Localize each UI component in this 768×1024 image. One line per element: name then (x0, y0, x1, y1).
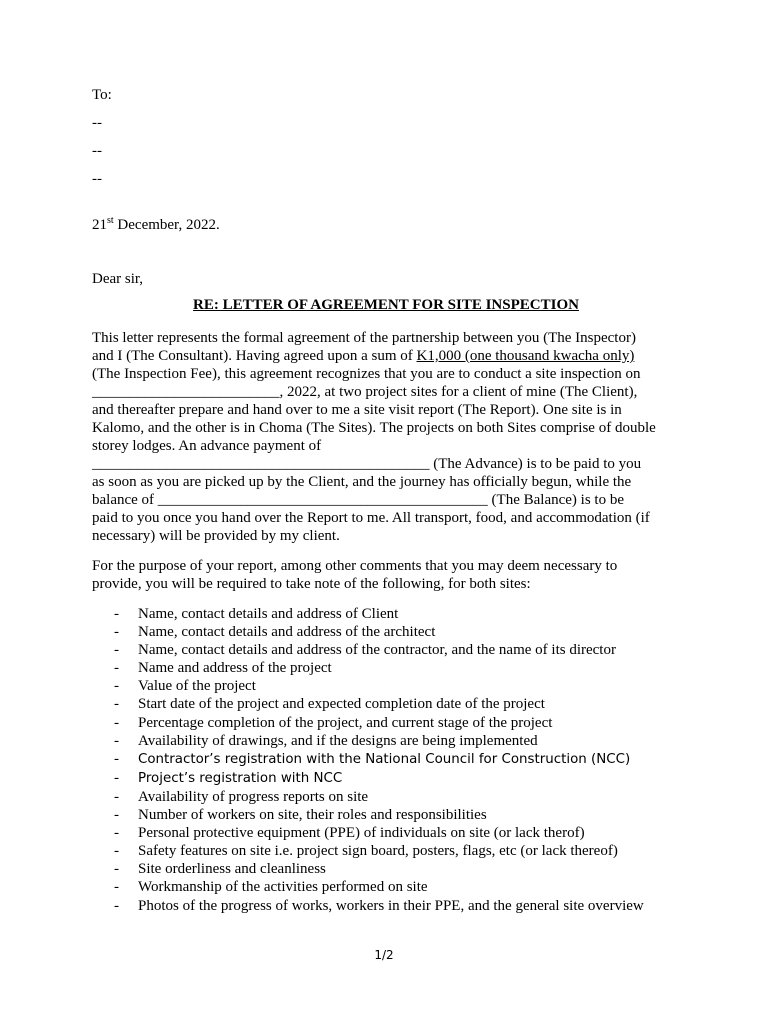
list-item-text: Project’s registration with NCC (138, 770, 343, 786)
date-day: 21 (92, 217, 107, 233)
list-item (114, 860, 680, 878)
bullet-dash: - (114, 678, 119, 695)
bullet-dash: - (114, 843, 119, 860)
list-item-text: Number of workers on site, their roles and responsibilities (138, 807, 487, 824)
letter-page (92, 86, 680, 915)
paragraph-line: necessary) will be provided by my client. (92, 528, 340, 544)
list-item (114, 732, 680, 750)
paragraph-line (92, 347, 680, 365)
list-item-text: Percentage completion of the project, and current stage of the project (138, 714, 553, 731)
bullet-dash: - (114, 807, 119, 824)
list-item (114, 878, 680, 896)
bullet-dash: - (114, 606, 119, 622)
paragraph-line: as soon as you are picked up by the Client, and the journey has officially begun, while the (92, 474, 632, 490)
paragraph-line: provide, you will be required to take note of the following, for both sites: (92, 576, 531, 592)
agreement-paragraph (92, 329, 680, 545)
paragraph-line: _________________________, 2022, at two project sites for a client of mine (The Client), (92, 384, 638, 400)
page-indicator: 1/2 (374, 948, 394, 962)
list-item (114, 897, 680, 915)
list-item-text: Name, contact details and address of the architect (138, 624, 436, 641)
list-item (114, 769, 680, 788)
list-item-text: Value of the project (138, 678, 256, 695)
report-intro-paragraph (92, 557, 680, 593)
paragraph-line: balance of ____________________________________________ (The Balance) is to be (92, 492, 624, 508)
bullet-dash: - (114, 769, 119, 786)
list-item (114, 677, 680, 695)
paragraph-line: (The Inspection Fee), this agreement recognizes that you are to conduct a site inspection on (92, 366, 641, 382)
list-item-text: Name, contact details and address of Client (138, 606, 399, 622)
list-item (114, 695, 680, 713)
bullet-dash: - (114, 897, 119, 914)
bullet-dash: - (114, 714, 119, 731)
list-item-text: Photos of the progress of works, workers in their PPE, and the general site overview (138, 897, 644, 914)
bullet-dash: - (114, 696, 119, 713)
recipient-block (92, 86, 680, 188)
date-suffix: st (107, 215, 114, 226)
paragraph-line: storey lodges. An advance payment of (92, 438, 322, 454)
bullet-dash: - (114, 624, 119, 641)
list-item-text: Start date of the project and expected completion date of the project (138, 696, 545, 713)
paragraph-line: paid to you once you hand over the Report to me. All transport, food, and accommodation (if (92, 510, 650, 526)
bullet-dash: - (114, 750, 119, 767)
bullet-dash: - (114, 660, 119, 677)
salutation: Dear sir, (92, 271, 144, 287)
recipient-line: -- (92, 115, 102, 131)
bullet-dash: - (114, 732, 119, 749)
list-item (114, 714, 680, 732)
list-item-text: Site orderliness and cleanliness (138, 861, 326, 878)
list-item-text: Personal protective equipment (PPE) of individuals on site (or lack therof) (138, 825, 585, 842)
list-item (114, 806, 680, 824)
paragraph-line: and thereafter prepare and hand over to me a site visit report (The Report). One site is in (92, 402, 622, 418)
recipient-line: -- (92, 171, 102, 187)
list-item-text: Name, contact details and address of the contractor, and the name of its director (138, 642, 616, 659)
list-item (114, 750, 680, 769)
list-item-text: Workmanship of the activities performed on site (138, 879, 428, 896)
date-rest: December, 2022. (113, 217, 220, 233)
list-item-text: Safety features on site i.e. project sign board, posters, flags, etc (or lack thereof) (138, 843, 618, 860)
list-item (114, 641, 680, 659)
list-item (114, 788, 680, 806)
list-item (114, 842, 680, 860)
list-item (114, 605, 680, 623)
recipient-line: -- (92, 143, 102, 159)
list-item (114, 623, 680, 641)
letter-date (92, 216, 680, 234)
bullet-dash: - (114, 861, 119, 878)
paragraph-line: This letter represents the formal agreement of the partnership between you (The Inspector) (92, 330, 636, 346)
inspection-fee-amount: K1,000 (one thousand kwacha only) (416, 348, 635, 364)
list-item-text: Contractor’s registration with the National Council for Construction (NCC) (138, 751, 631, 767)
list-item (114, 824, 680, 842)
list-item-text: Availability of drawings, and if the designs are being implemented (138, 732, 538, 749)
list-item (114, 659, 680, 677)
bullet-dash: - (114, 825, 119, 842)
bullet-dash: - (114, 788, 119, 805)
paragraph-text: and I (The Consultant). Having agreed upon a sum of (92, 348, 417, 364)
list-item-text: Availability of progress reports on site (138, 788, 369, 805)
to-label: To: (92, 87, 112, 103)
paragraph-line: _____________________________________________ (The Advance) is to be paid to you (92, 456, 642, 472)
paragraph-line: For the purpose of your report, among other comments that you may deem necessary to (92, 558, 618, 574)
subject-heading: RE: LETTER OF AGREEMENT FOR SITE INSPECTION (193, 297, 579, 313)
paragraph-line: Kalomo, and the other is in Choma (The Sites). The projects on both Sites comprise of double (92, 420, 656, 436)
requirements-list (92, 605, 680, 915)
bullet-dash: - (114, 879, 119, 896)
bullet-dash: - (114, 642, 119, 659)
list-item-text: Name and address of the project (138, 660, 332, 677)
